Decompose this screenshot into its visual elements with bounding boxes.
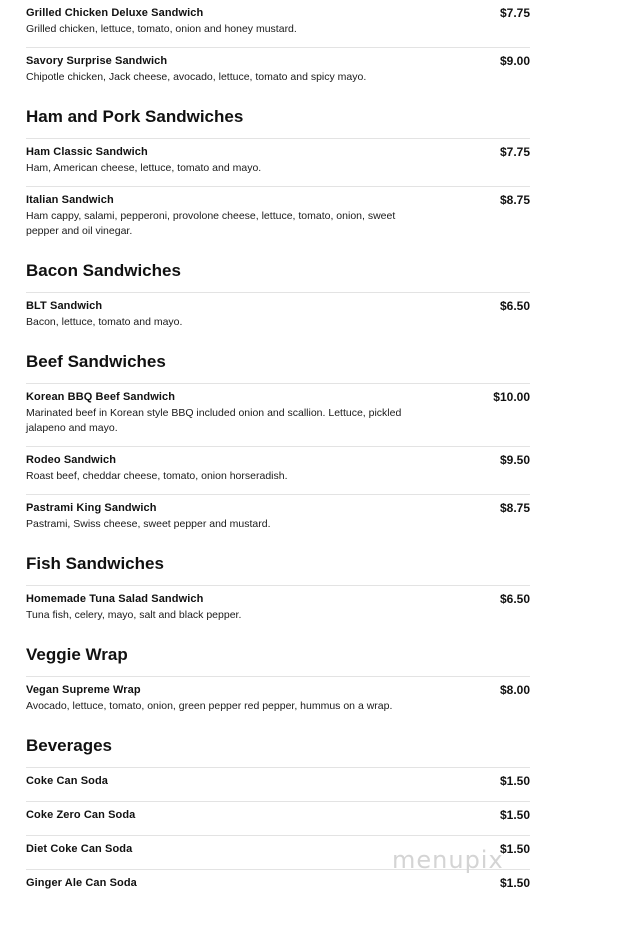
menu-item-ginger-ale-can-soda [26,870,530,903]
section-title: Fish Sandwiches [26,542,530,586]
item-name: Coke Can Soda [26,775,108,787]
item-description: Ham, American cheese, lettuce, tomato and mayo. [26,162,262,174]
section-title: Beef Sandwiches [26,340,530,384]
item-description: Chipotle chicken, Jack cheese, avocado, lettuce, tomato and spicy mayo. [26,71,367,83]
item-price: $1.50 [499,876,530,890]
section-title: Beverages [26,724,530,768]
item-name: Diet Coke Can Soda [26,843,133,855]
menu-item-italian-sandwich [26,187,530,249]
menu-item-homemade-tuna-salad-sandwich [26,586,530,633]
item-price: $8.00 [499,683,530,697]
item-price: $6.50 [499,299,530,313]
menu-item-ham-classic-sandwich [26,139,530,187]
section-title: Ham and Pork Sandwiches [26,95,530,139]
section-title: Bacon Sandwiches [26,249,530,293]
menu-item-grilled-chicken-deluxe-sandwich [26,0,530,48]
item-description: Bacon, lettuce, tomato and mayo. [26,316,183,328]
item-name: BLT Sandwich [26,300,103,312]
item-description: Pastrami, Swiss cheese, sweet pepper and mustard. [26,518,271,530]
item-name: Vegan Supreme Wrap [26,684,141,696]
item-description: Tuna fish, celery, mayo, salt and black pepper. [26,609,242,621]
menu-item-vegan-supreme-wrap [26,677,530,724]
item-description: Avocado, lettuce, tomato, onion, green pepper red pepper, hummus on a wrap. [26,700,393,712]
item-name: Homemade Tuna Salad Sandwich [26,593,204,605]
item-price: $8.75 [499,501,530,515]
item-description: Roast beef, cheddar cheese, tomato, onion horseradish. [26,470,288,482]
item-name: Savory Surprise Sandwich [26,55,168,67]
item-price: $6.50 [499,592,530,606]
menu-item-rodeo-sandwich [26,447,530,495]
section-fish-sandwiches [26,542,530,633]
item-price: $1.50 [499,774,530,788]
menu-item-pastrami-king-sandwich [26,495,530,542]
menu-list [26,0,530,903]
item-price: $1.50 [499,808,530,822]
item-name: Italian Sandwich [26,194,114,206]
menu-item-blt-sandwich [26,293,530,340]
menu-item-savory-surprise-sandwich [26,48,530,95]
item-price: $9.50 [499,453,530,467]
item-description: Ham cappy, salami, pepperoni, provolone cheese, lettuce, tomato, onion, sweet pepper and oil vinegar. [26,210,396,237]
section-title: Veggie Wrap [26,633,530,677]
item-name: Ginger Ale Can Soda [26,877,137,889]
item-name: Ham Classic Sandwich [26,146,148,158]
item-name: Coke Zero Can Soda [26,809,136,821]
section-beverages [26,724,530,903]
section-bacon-sandwiches [26,249,530,340]
item-name: Rodeo Sandwich [26,454,117,466]
watermark: menupix [392,846,504,874]
menu-item-korean-bbq-beef-sandwich [26,384,530,447]
item-price: $8.75 [499,193,530,207]
item-name: Korean BBQ Beef Sandwich [26,391,176,403]
item-price: $1.50 [499,842,530,856]
item-description: Marinated beef in Korean style BBQ included onion and scallion. Lettuce, pickled jalapeno and mayo. [26,407,402,434]
menu-item-coke-can-soda [26,768,530,802]
item-name: Pastrami King Sandwich [26,502,157,514]
item-description: Grilled chicken, lettuce, tomato, onion and honey mustard. [26,23,297,35]
section-veggie-wrap [26,633,530,724]
item-price: $10.00 [493,390,530,404]
item-price: $7.75 [499,145,530,159]
section-beef-sandwiches [26,340,530,542]
item-name: Grilled Chicken Deluxe Sandwich [26,7,204,19]
section-ham-and-pork-sandwiches [26,95,530,249]
item-price: $7.75 [499,6,530,20]
item-price: $9.00 [499,54,530,68]
menu-item-coke-zero-can-soda [26,802,530,836]
